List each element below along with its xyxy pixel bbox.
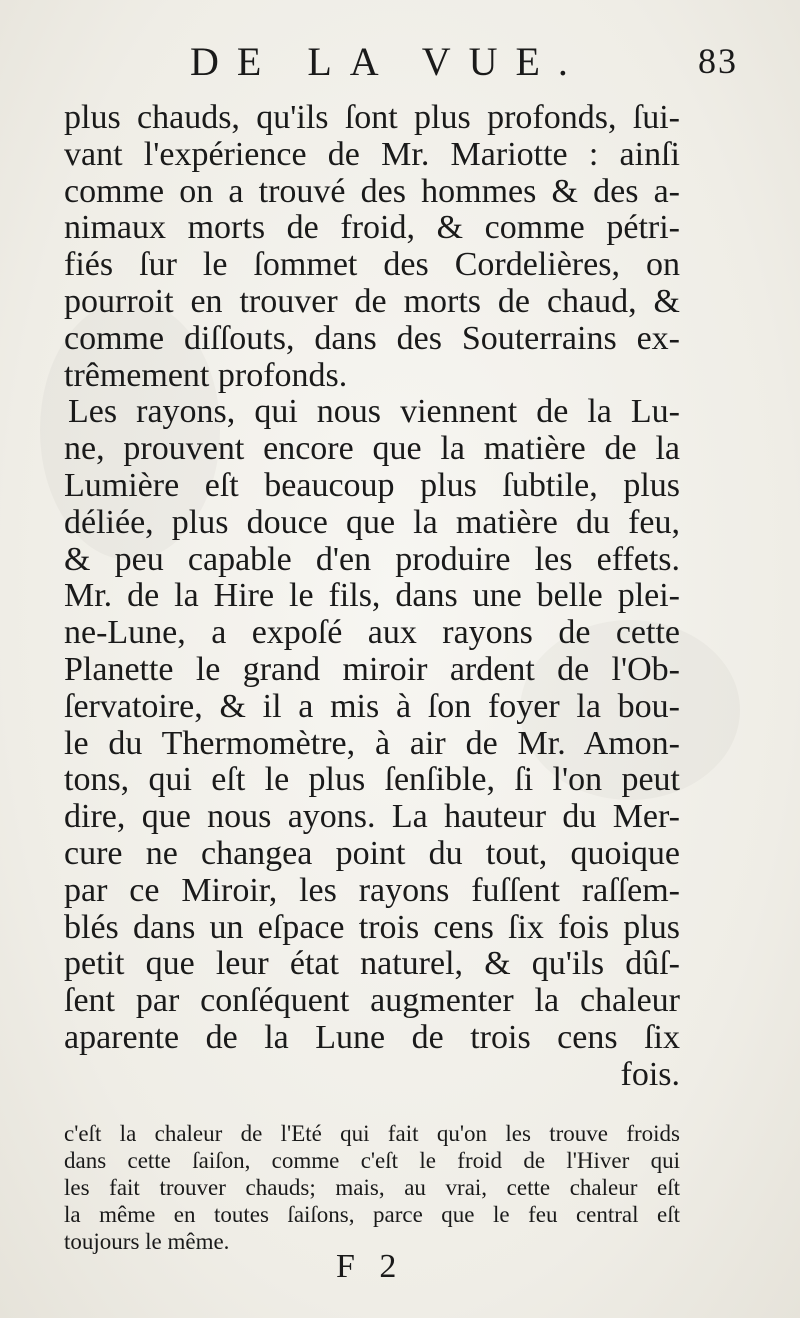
text-line: aparente de la Lune de trois cens ſix xyxy=(64,1018,680,1056)
text-line: nimaux morts de froid, & comme pétri- xyxy=(64,209,680,247)
text-line: pourroit en trouver de morts de chaud, & xyxy=(64,282,680,320)
text-line: & peu capable d'en produire les effets. xyxy=(64,540,680,578)
text-line: le du Thermomètre, à air de Mr. Amon- xyxy=(64,724,680,762)
text-line: comme diſſouts, dans des Souterrains ex- xyxy=(64,319,680,357)
text-line: ne-Lune, a expoſé aux rayons de cette xyxy=(64,614,680,652)
text-line: plus chauds, qu'ils ſont plus profonds, ſui- xyxy=(64,99,680,136)
text-line: ſervatoire, & il a mis à ſon foyer la bou- xyxy=(64,687,680,725)
footnote xyxy=(64,1120,680,1255)
text-line: ſent par conſéquent augmenter la chaleur xyxy=(64,982,680,1020)
text-line: petit que leur état naturel, & qu'ils dûſ- xyxy=(64,945,680,983)
text-line: Mr. de la Hire le fils, dans une belle plei- xyxy=(64,577,680,615)
text-line: Planette le grand miroir ardent de l'Ob- xyxy=(64,650,680,688)
footnote-line: les fait trouver chauds; mais, au vrai, cette chaleur eſt xyxy=(64,1175,680,1200)
text-line: Lumière eſt beaucoup plus ſubtile, plus xyxy=(64,466,680,504)
signature-mark: F 2 xyxy=(336,1248,405,1285)
running-head xyxy=(190,38,750,88)
text-line: cure ne changea point du tout, quoique xyxy=(64,834,680,872)
running-title: DE LA VUE. xyxy=(190,39,586,84)
text-line: tons, qui eſt le plus ſenſible, ſi l'on peut xyxy=(64,761,680,799)
footnote-line: toujours le même. xyxy=(64,1229,230,1254)
page-number: 83 xyxy=(698,41,738,81)
text-line: trêmement profonds. xyxy=(64,356,348,394)
text-line: fois. xyxy=(620,1055,680,1093)
text-line: déliée, plus douce que la matière du feu, xyxy=(64,503,680,541)
text-line: blés dans un eſpace trois cens ſix fois plus xyxy=(64,908,680,946)
text-line: fiés ſur le ſommet des Cordelières, on xyxy=(64,246,680,284)
footnote-line: dans cette ſaiſon, comme c'eſt le froid de l'Hiver qui xyxy=(64,1148,680,1173)
footnote-line: la même en toutes ſaiſons, parce que le feu central eſt xyxy=(64,1202,680,1227)
text-line: ne, prouvent encore que la matière de la xyxy=(64,430,680,468)
text-line: Les rayons, qui nous viennent de la Lu- xyxy=(68,393,680,431)
footnote-line: c'eſt la chaleur de l'Eté qui fait qu'on les trouve froids xyxy=(64,1121,680,1146)
text-line: vant l'expérience de Mr. Mariotte : ainſi xyxy=(64,135,680,173)
text-line: dire, que nous ayons. La hauteur du Mer- xyxy=(64,798,680,836)
text-line: comme on a trouvé des hommes & des a- xyxy=(64,172,680,210)
main-text xyxy=(64,100,680,1094)
text-line: par ce Miroir, les rayons fuſſent raſſem- xyxy=(64,871,680,909)
